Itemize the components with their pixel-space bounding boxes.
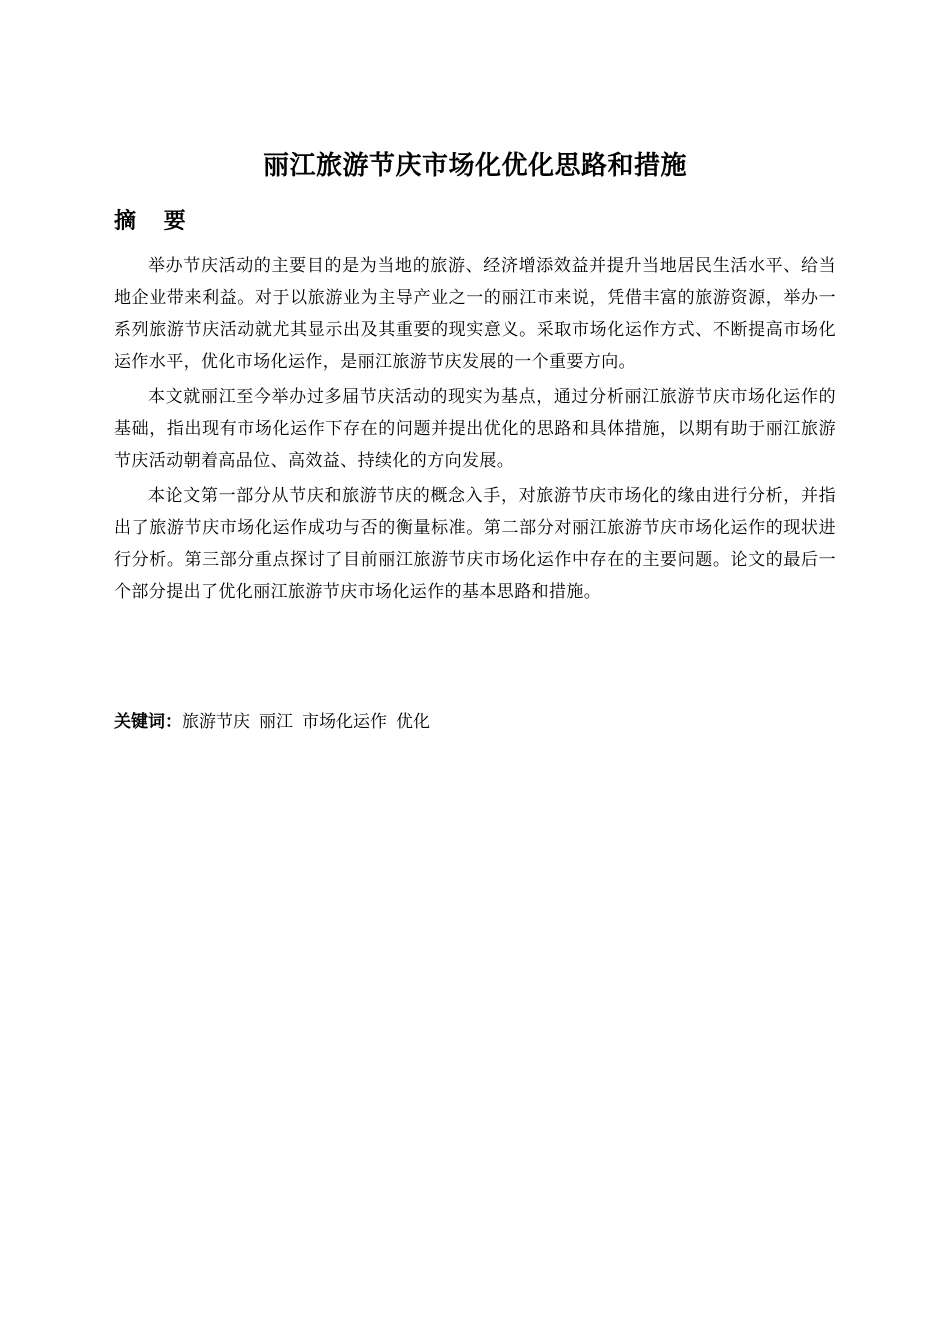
abstract-heading: 摘 要 bbox=[114, 208, 196, 234]
keywords-label: 关键词： bbox=[114, 712, 182, 732]
keywords-line bbox=[114, 706, 439, 738]
abstract-paragraph: 本论文第一部分从节庆和旅游节庆的概念入手，对旅游节庆市场化的缘由进行分析，并指出了旅游节庆市场化运作成功与否的衡量标准。第二部分对丽江旅游节庆市场化运作的现状进行分析。第三部分重点探讨了目前丽江旅游节庆市场化运作中存在的主要问题。论文的最后一个部分提出了优化丽江旅游节庆市场化运作的基本思路和措施。 bbox=[114, 486, 836, 602]
keyword: 旅游节庆 bbox=[182, 712, 250, 732]
keyword: 丽江 bbox=[259, 712, 293, 732]
abstract-body bbox=[114, 250, 836, 611]
abstract-paragraph: 举办节庆活动的主要目的是为当地的旅游、经济增添效益并提升当地居民生活水平、给当地企业带来利益。对于以旅游业为主导产业之一的丽江市来说，凭借丰富的旅游资源，举办一系列旅游节庆活动就尤其显示出及其重要的现实意义。采取市场化运作方式、不断提高市场化运作水平，优化市场化运作，是丽江旅游节庆发展的一个重要方向。 bbox=[114, 256, 836, 372]
keyword: 市场化运作 bbox=[302, 712, 387, 732]
keyword: 优化 bbox=[396, 712, 430, 732]
document-title: 丽江旅游节庆市场化优化思路和措施 bbox=[262, 151, 687, 181]
abstract-paragraph: 本文就丽江至今举办过多届节庆活动的现实为基点，通过分析丽江旅游节庆市场化运作的基础，指出现有市场化运作下存在的问题并提出优化的思路和具体措施，以期有助于丽江旅游节庆活动朝着高品位、高效益、持续化的方向发展。 bbox=[114, 387, 836, 471]
